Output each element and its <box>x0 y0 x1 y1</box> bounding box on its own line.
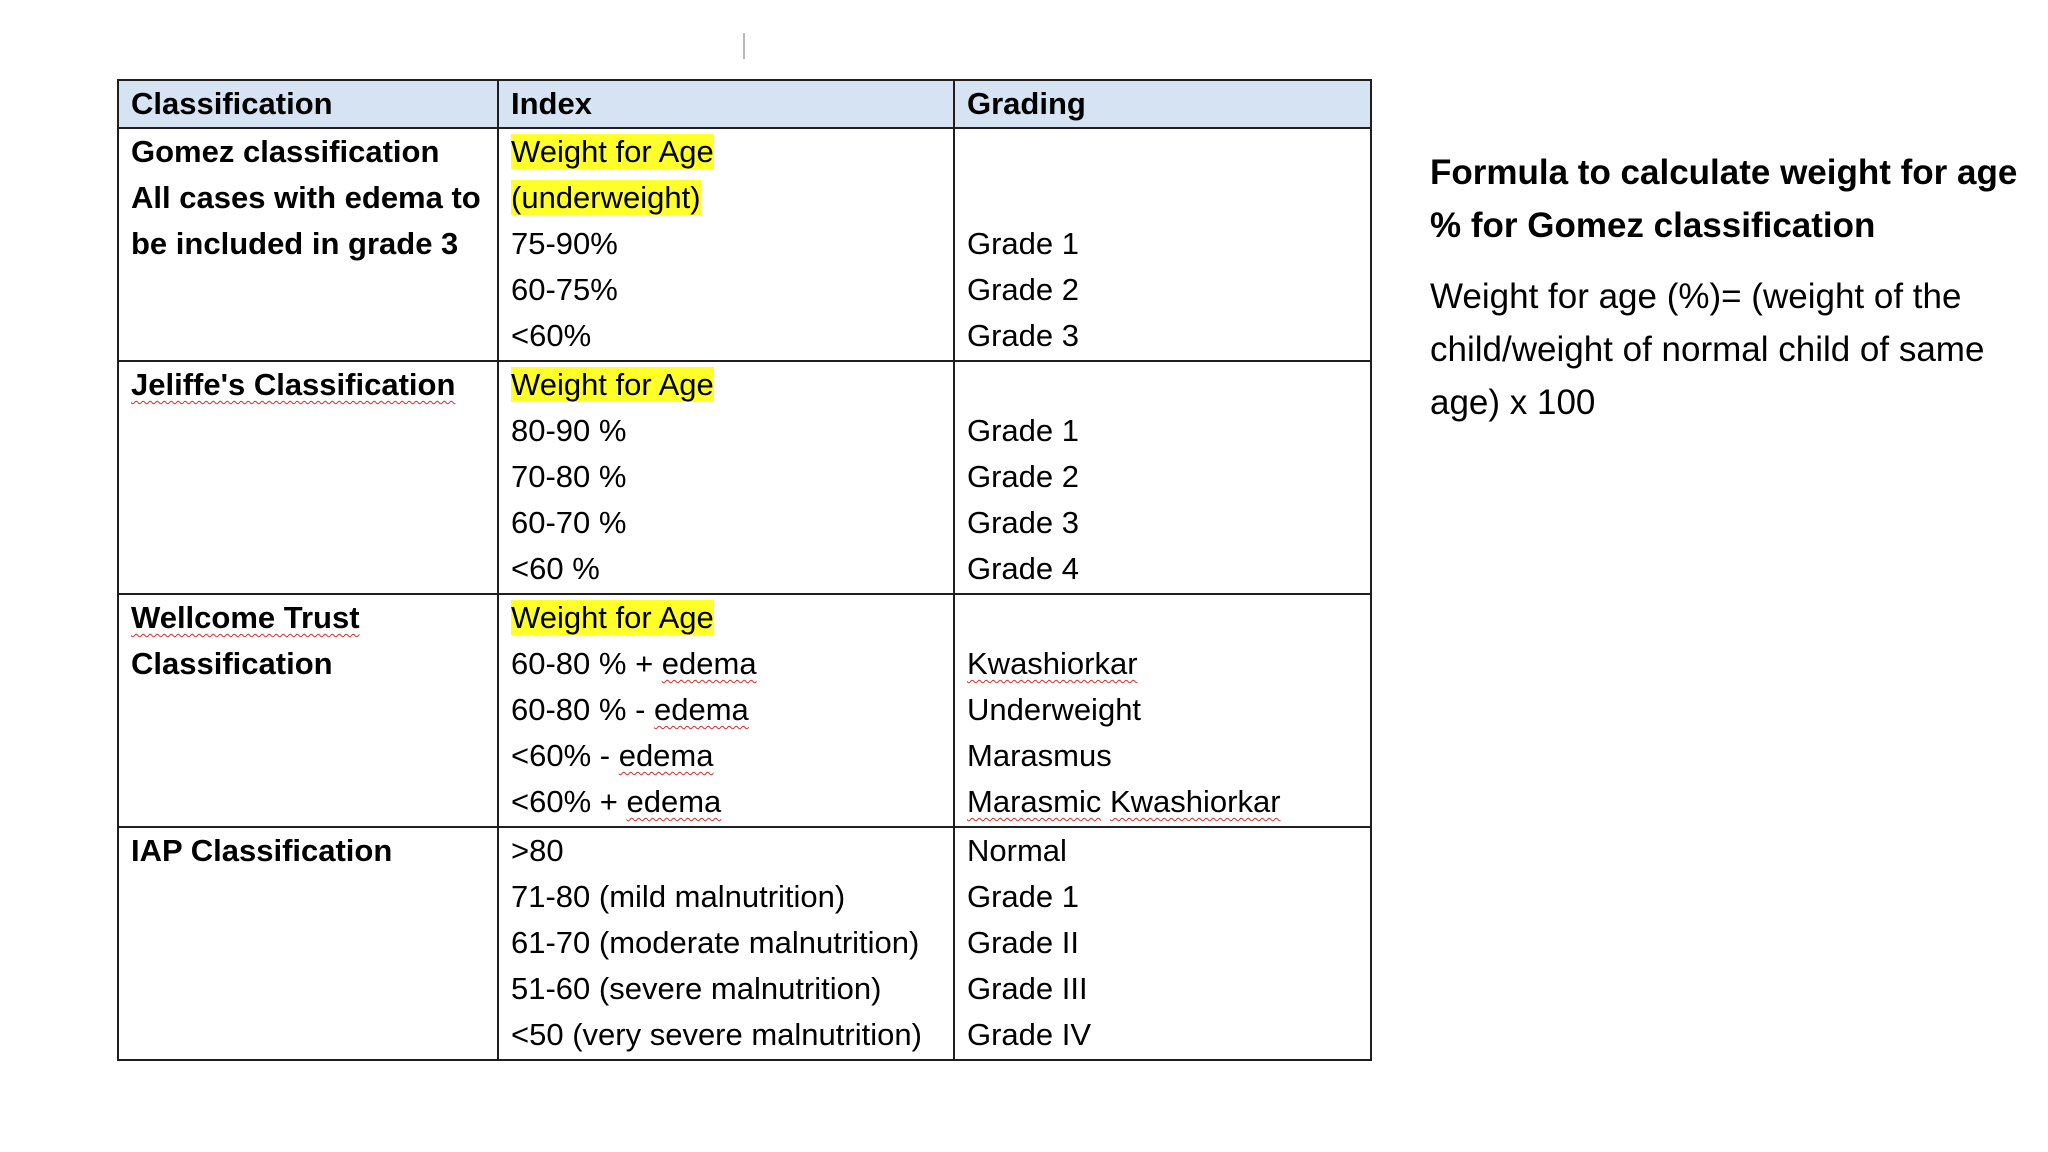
index-value: 60-80 % + edema <box>511 646 757 681</box>
index-value: <60% + edema <box>511 784 722 819</box>
classification-cell <box>118 827 498 1060</box>
grading-value <box>967 362 1358 408</box>
table-row-iap <box>118 827 1371 1060</box>
index-heading-highlighted: Weight for Age <box>511 134 714 169</box>
table-row-jeliffe <box>118 361 1371 594</box>
grading-value: Grade 2 <box>967 272 1080 307</box>
grading-cell <box>954 361 1371 594</box>
index-value: <60% <box>511 318 592 353</box>
grading-value: Grade IV <box>967 1017 1092 1052</box>
grading-value: Grade 3 <box>967 505 1080 540</box>
index-cell <box>498 128 954 361</box>
index-value: 60-75% <box>511 272 618 307</box>
classification-cell <box>118 594 498 827</box>
classification-cell <box>118 128 498 361</box>
grading-value: Grade 2 <box>967 459 1080 494</box>
grading-value: Grade 1 <box>967 879 1080 914</box>
index-cell <box>498 594 954 827</box>
grading-value <box>967 129 1358 175</box>
index-value: 60-70 % <box>511 505 627 540</box>
index-value: <60% - edema <box>511 738 714 773</box>
grading-value: Normal <box>967 833 1067 868</box>
index-value: <60 % <box>511 551 600 586</box>
index-heading-highlighted: (underweight) <box>511 180 701 215</box>
index-heading-highlighted: Weight for Age <box>511 367 714 402</box>
grading-value: Grade II <box>967 925 1079 960</box>
classification-name: Wellcome Trust <box>131 600 360 635</box>
index-value: 80-90 % <box>511 413 627 448</box>
grading-cell <box>954 128 1371 361</box>
index-cell <box>498 361 954 594</box>
grading-value: Grade III <box>967 971 1088 1006</box>
grading-cell <box>954 594 1371 827</box>
text-cursor-marker <box>743 33 745 59</box>
index-value: >80 <box>511 833 564 868</box>
header-grading: Grading <box>954 80 1371 128</box>
index-cell <box>498 827 954 1060</box>
header-classification: Classification <box>118 80 498 128</box>
grading-value: Underweight <box>967 692 1142 727</box>
table-row-wellcome-trust <box>118 594 1371 827</box>
index-value: 70-80 % <box>511 459 627 494</box>
classification-cell <box>118 361 498 594</box>
index-value: 75-90% <box>511 226 618 261</box>
table-header-row <box>118 80 1371 128</box>
classification-note: be included in grade 3 <box>131 226 459 261</box>
classification-name: Classification <box>131 646 333 681</box>
formula-title: Formula to calculate weight for age % for Gomez classification <box>1430 153 2018 245</box>
malnutrition-classification-table <box>117 79 1372 1061</box>
grading-value: Grade 4 <box>967 551 1080 586</box>
index-value: 61-70 (moderate malnutrition) <box>511 925 920 960</box>
grading-value: Kwashiorkar <box>967 646 1138 681</box>
classification-note: All cases with edema to <box>131 180 481 215</box>
formula-panel <box>1430 146 2030 429</box>
grading-cell <box>954 827 1371 1060</box>
grading-value <box>967 595 1358 641</box>
index-value: <50 (very severe malnutrition) <box>511 1017 922 1052</box>
grading-value: Grade 1 <box>967 226 1080 261</box>
classification-name: IAP Classification <box>131 833 393 868</box>
index-value: 71-80 (mild malnutrition) <box>511 879 846 914</box>
index-value: 51-60 (severe malnutrition) <box>511 971 882 1006</box>
grading-value <box>967 175 1358 221</box>
index-heading-highlighted: Weight for Age <box>511 600 714 635</box>
grading-value: Grade 3 <box>967 318 1080 353</box>
classification-name: Gomez classification <box>131 134 440 169</box>
grading-value: Grade 1 <box>967 413 1080 448</box>
grading-value: Marasmus <box>967 738 1112 773</box>
index-value: 60-80 % - edema <box>511 692 749 727</box>
table-row-gomez <box>118 128 1371 361</box>
grading-value: Marasmic Kwashiorkar <box>967 784 1281 819</box>
formula-body: Weight for age (%)= (weight of the child/weight of normal child of same age) x 100 <box>1430 277 1985 422</box>
classification-name: Jeliffe's Classification <box>131 367 456 402</box>
header-index: Index <box>498 80 954 128</box>
